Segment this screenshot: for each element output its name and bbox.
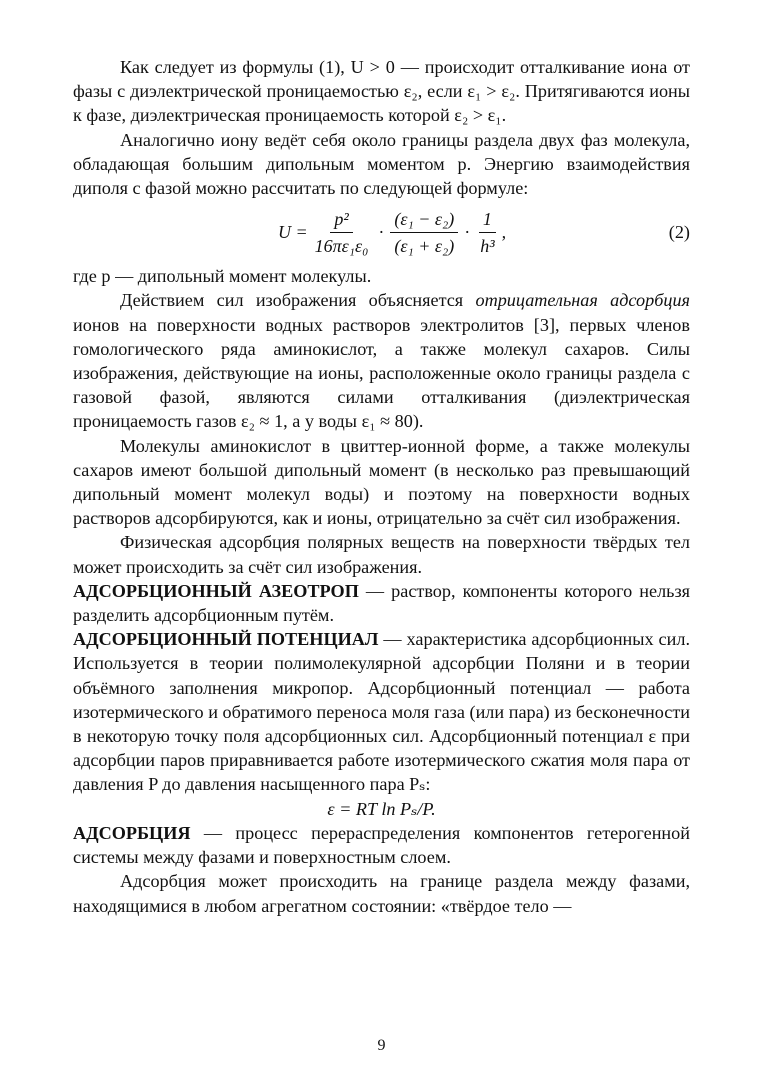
paragraph: Адсорбция может происходить на границе раздела между фазами, находящимися в любом агрегатном состоянии: «твёрдое тело — xyxy=(73,871,690,916)
dictionary-entry: АДСОРБЦИОННЫЙ ПОТЕНЦИАЛ — характеристика адсорбционных сил. Используется в теории полимолекулярной адсорбции Поляни и в теории объёмного заполнения микропор. Адсорбционный потенциал — работа изотермического и обратимого переноса моля газа (или пара) из бесконечности в некоторую точку поля адсорбционных сил. Адсорбционный потенциал ε при адсорбции паров приравнивается работе изотермического сжатия моля пара от давления P до давления насыщенного пара Pₛ: xyxy=(73,629,690,795)
entry-term: АДСОРБЦИОННЫЙ АЗЕОТРОП xyxy=(73,580,359,601)
body-text xyxy=(73,55,690,918)
formula-lhs: U = xyxy=(278,222,308,243)
paragraph: Физическая адсорбция полярных веществ на поверхности твёрдых тел может происходить за счёт сил изображения. xyxy=(73,532,690,577)
paragraph: Как следует из формулы (1), U > 0 — происходит отталкивание иона от фазы с диэлектрической проницаемостью ε₂, если ε₁ > ε₂. Притягиваются ионы к фазе, диэлектрическая проницаемость которой ε₂ > ε₁. xyxy=(73,57,690,126)
equation-number: (2) xyxy=(668,222,690,243)
entry-term: АДСОРБЦИОННЫЙ ПОТЕНЦИАЛ xyxy=(73,629,379,650)
paragraph: Действием сил изображения объясняется отрицательная адсорбция ионов на поверхности водных растворов электролитов [3], первых членов гомологического ряда аминокислот, а также молекул сахаров. Силы изображения, действующие на ионы, расположенные около границы раздела с газовой фазой, являются силами отталкивания (диэлектрическая проницаемость газов ε₂ ≈ 1, а у воды ε₁ ≈ 80). xyxy=(73,290,691,432)
paragraph: Аналогично иону ведёт себя около границы раздела двух фаз молекула, обладающая большим дипольным моментом p. Энергию взаимодействия диполя с фазой можно рассчитать по следующей формуле: xyxy=(73,129,690,199)
entry-term: АДСОРБЦИЯ xyxy=(73,822,191,843)
fraction: $\frac{\text{p²}}{\text{16πε₁ε₀}}$ xyxy=(314,208,369,256)
paragraph: где p — дипольный момент молекулы. xyxy=(73,266,372,287)
formula-dipole-energy: U = $\frac{\text{p²}}{\text{16πε₁ε₀}}$ · $\frac{\text{(ε₁ − ε₂)}}{\text{(ε₁ + ε₂)}}$ · $\frac{1}{\text{h³}}$ , (2) xyxy=(278,208,690,256)
paragraph: Молекулы аминокислот в цвиттер-ионной форме, а также молекулы сахаров имеют большой дипольный момент (в несколько раз превышающий дипольный момент молекул воды) и поэтому на поверхности водных растворов адсорбируются, как и ионы, отрицательно за счёт сил изображения. xyxy=(73,435,690,529)
fraction: $\frac{1}{\text{h³}}$ xyxy=(480,208,495,256)
page-number: 9 xyxy=(377,1037,386,1054)
dictionary-entry: АДСОРБЦИЯ — процесс перераспределения компонентов гетерогенной системы между фазами и поверхностным слоем. xyxy=(73,822,690,868)
formula-potential: ε = RT ln Pₛ/P. xyxy=(327,798,436,819)
dictionary-entry: АДСОРБЦИОННЫЙ АЗЕОТРОП — раствор, компоненты которого нельзя разделить адсорбционным путём. xyxy=(73,580,691,626)
emphasis: отрицательная адсорбция xyxy=(475,290,691,311)
fraction: $\frac{\text{(ε₁ − ε₂)}}{\text{(ε₁ + ε₂)}}$ xyxy=(390,208,458,257)
